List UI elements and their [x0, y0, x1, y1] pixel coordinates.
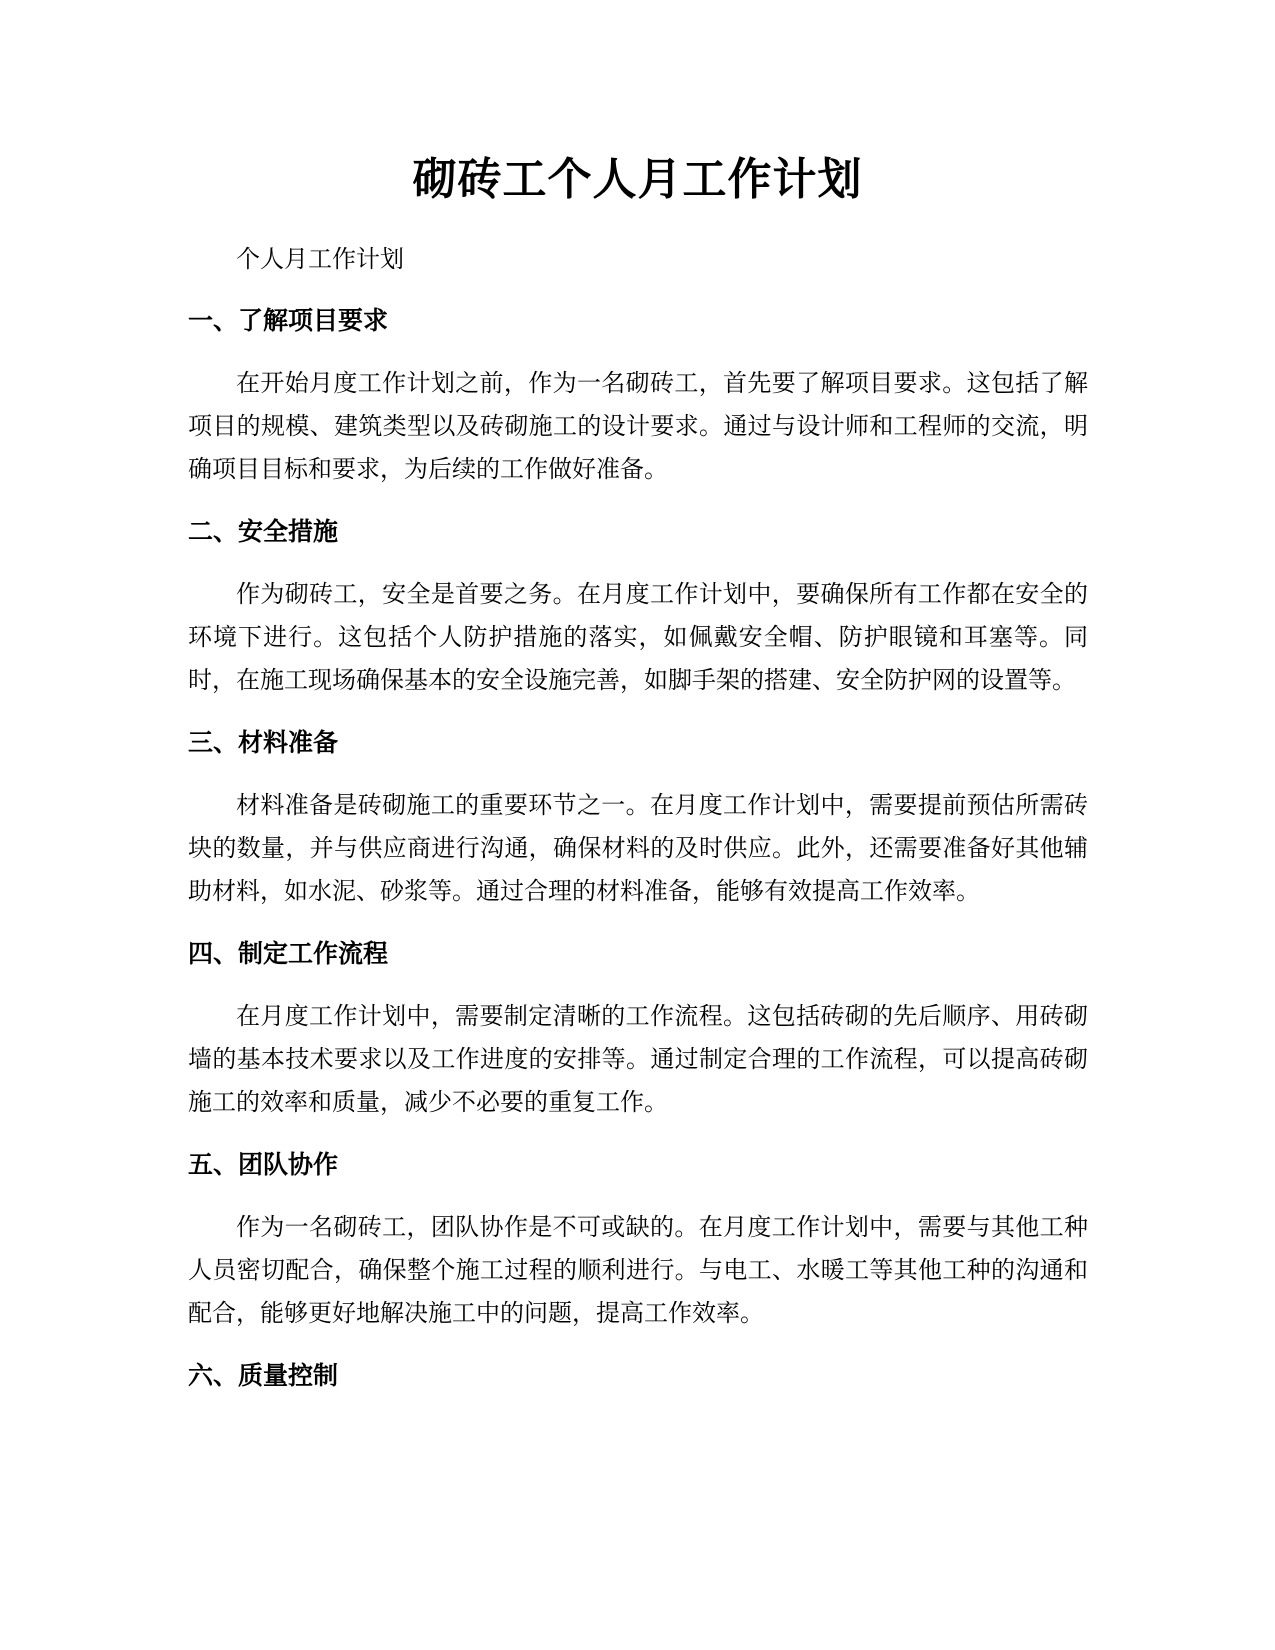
section-heading: 二、安全措施 [188, 517, 339, 546]
section-heading: 六、质量控制 [188, 1361, 339, 1390]
section-body: 在月度工作计划中，需要制定清晰的工作流程。这包括砖砌的先后顺序、用砖砌墙的基本技术要求以及工作进度的安排等。通过制定合理的工作流程，可以提高砖砌施工的效率和质量，减少不必要的重复工作。 [188, 1002, 1088, 1116]
section-understand-requirements [188, 300, 1088, 491]
section-heading: 一、了解项目要求 [188, 306, 389, 335]
document-title: 砌砖工个人月工作计划 [412, 154, 863, 205]
section-heading: 四、制定工作流程 [188, 939, 389, 968]
section-quality-control [188, 1355, 1088, 1397]
section-safety-measures [188, 511, 1088, 702]
section-heading: 三、材料准备 [188, 728, 339, 757]
section-body: 作为砌砖工，安全是首要之务。在月度工作计划中，要确保所有工作都在安全的环境下进行。这包括个人防护措施的落实，如佩戴安全帽、防护眼镜和耳塞等。同时，在施工现场确保基本的安全设施完善，如脚手架的搭建、安全防护网的设置等。 [188, 580, 1088, 694]
section-material-preparation [188, 722, 1088, 913]
section-body: 材料准备是砖砌施工的重要环节之一。在月度工作计划中，需要提前预估所需砖块的数量，并与供应商进行沟通，确保材料的及时供应。此外，还需要准备好其他辅助材料，如水泥、砂浆等。通过合理的材料准备，能够有效提高工作效率。 [188, 791, 1088, 905]
document-content [188, 238, 1088, 1417]
section-body: 在开始月度工作计划之前，作为一名砌砖工，首先要了解项目要求。这包括了解项目的规模、建筑类型以及砖砌施工的设计要求。通过与设计师和工程师的交流，明确项目目标和要求，为后续的工作做好准备。 [188, 369, 1088, 483]
section-workflow [188, 933, 1088, 1124]
document-subtitle: 个人月工作计划 [236, 245, 404, 273]
section-body: 作为一名砌砖工，团队协作是不可或缺的。在月度工作计划中，需要与其他工种人员密切配合，确保整个施工过程的顺利进行。与电工、水暖工等其他工种的沟通和配合，能够更好地解决施工中的问题，提高工作效率。 [188, 1213, 1088, 1327]
section-heading: 五、团队协作 [188, 1150, 339, 1179]
section-teamwork [188, 1144, 1088, 1335]
